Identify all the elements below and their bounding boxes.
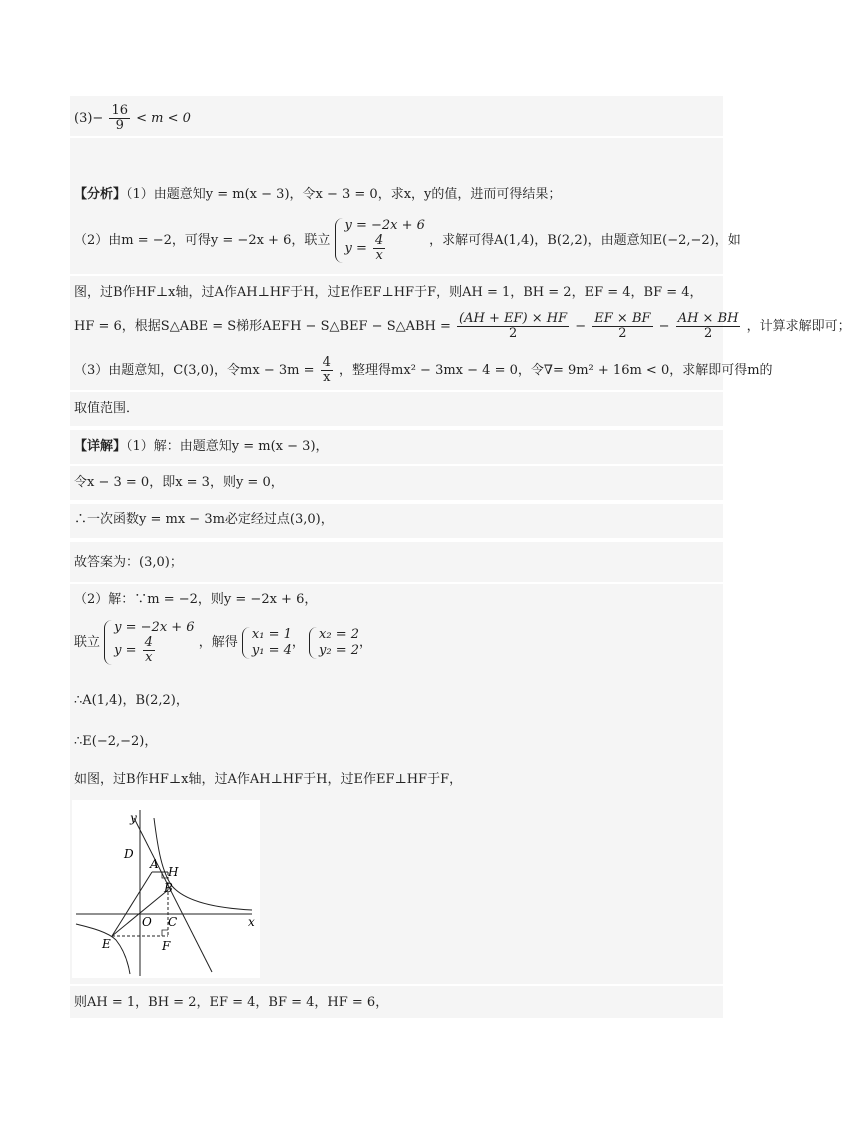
- analysis-2-post: ，求解可得A(1,4)，B(2,2)，由题意知E(−2,−2)，如: [429, 233, 741, 248]
- solution-1-row-1: x₁ = 1: [251, 626, 292, 642]
- detail-text-2: 令x − 3 = 0，即x = 3，则y = 0，: [74, 475, 284, 490]
- separator: ，: [291, 635, 305, 650]
- analysis-1: [74, 186, 561, 204]
- frac-den: x: [145, 650, 153, 665]
- solution-1-row-2: y₁ = 4: [251, 642, 292, 658]
- band-16: [70, 722, 723, 762]
- solution-2-row-1: x₂ = 2: [319, 626, 360, 642]
- analysis-text-3: 图，过B作HF⊥x轴，过A作AH⊥HF于H，过E作EF⊥HF于F，则AH = 1，BH = 2，EF = 4，BF = 4，: [74, 285, 703, 300]
- frac-num: 4: [322, 355, 331, 370]
- detail-text-1: （1）解：由题意知y = m(x − 3)，: [126, 439, 329, 454]
- detail-3: [74, 511, 334, 529]
- label-x: x: [248, 915, 255, 929]
- fraction-4-x-b: [321, 356, 333, 385]
- detail-text-8: ∴E(−2,−2)，: [74, 734, 158, 749]
- detail-2: [74, 474, 284, 492]
- analysis-5-post: ，整理得mx² − 3mx − 4 = 0，令∇= 9m² + 16m < 0，求解即可得m的: [339, 363, 773, 378]
- row-pre: y =: [114, 643, 137, 658]
- row-pre: y =: [344, 241, 367, 256]
- analysis-2-pre: （2）由m = −2，可得y = −2x + 6，联立: [74, 233, 331, 248]
- answer-3: [74, 104, 191, 133]
- detail-heading: 【详解】: [74, 439, 127, 454]
- detail-4: [74, 554, 183, 572]
- analysis-4-pre: HF = 6，根据S△ABE = S梯形AEFH − S△BEF − S△ABH =: [74, 319, 451, 334]
- equation-system: [335, 218, 425, 263]
- band-8: [70, 392, 723, 426]
- system-row-2: [114, 636, 194, 665]
- solution-system-1: [242, 627, 292, 659]
- label-H: H: [168, 865, 179, 879]
- frac-num: 16: [111, 103, 128, 118]
- right-angle-F: [162, 930, 168, 936]
- solution-system-2: [309, 627, 359, 659]
- analysis-4: HF = 6，根据S△ABE = S梯形AEFH − S△BEF − S△ABH = $\frac{(AH + EF) \times HF}{2}$ − $\frac{EF \times BF}{2}$ − $\frac{AH \times BH}{2}$ ，计算求解即可；: [74, 311, 851, 341]
- detail-6: [74, 620, 372, 665]
- frac-den: 2: [508, 326, 518, 341]
- label-F: F: [162, 939, 171, 953]
- detail-text-3: ∴一次函数y = mx − 3m必定经过点(3,0)，: [74, 512, 334, 527]
- frac-den: 9: [115, 118, 124, 133]
- analysis-text-1: （1）由题意知y = m(x − 3)，令x − 3 = 0，求x，y的值，进而可得结果；: [126, 187, 562, 202]
- frac-den: x: [375, 248, 383, 263]
- system-row-2: [345, 234, 425, 263]
- frac-num: 4: [144, 635, 153, 650]
- detail-text-5: （2）解：∵m = −2，则y = −2x + 6，: [74, 592, 318, 607]
- frac-num: (AH + EF) × HF: [459, 311, 568, 326]
- fraction-4-x-c: [143, 636, 155, 665]
- label-D: D: [124, 847, 134, 861]
- hyperbola-branch-1: [154, 818, 252, 910]
- label-C: C: [168, 915, 178, 929]
- system-row-1: y = −2x + 6: [344, 218, 425, 233]
- fraction-area-3: [676, 312, 741, 341]
- analysis-3: [74, 284, 703, 302]
- analysis-2: [74, 218, 741, 263]
- label-y: y: [130, 811, 137, 825]
- analysis-heading: 【分析】: [74, 187, 127, 202]
- solution-2-row-2: y₂ = 2: [319, 642, 360, 658]
- frac-den: 2: [618, 326, 627, 341]
- frac-den: 2: [703, 326, 713, 341]
- system-row-1: y = −2x + 6: [114, 620, 195, 635]
- frac-num: 4: [375, 233, 384, 248]
- analysis-4-post: ，计算求解即可；: [746, 319, 851, 334]
- detail-1: [74, 438, 329, 456]
- fraction-4-x: [373, 234, 385, 263]
- analysis-5-pre: （3）由题意知，C(3,0)，令mx − 3m =: [74, 363, 315, 378]
- detail-6-mid: ，解得: [198, 635, 238, 650]
- detail-6-post: ，: [359, 635, 373, 650]
- analysis-5: [74, 356, 773, 385]
- answer-3-tail: < m < 0: [136, 111, 191, 126]
- fraction-area-1: [457, 312, 569, 341]
- analysis-6: [74, 400, 139, 418]
- frac-num: AH × BH: [677, 311, 739, 326]
- detail-text-7: ∴A(1,4)，B(2,2)，: [74, 693, 189, 708]
- analysis-text-6: 取值范围．: [74, 401, 140, 416]
- detail-10: [74, 994, 388, 1012]
- line-y-neg2x-6: [134, 818, 212, 972]
- frac-num: EF × BF: [594, 311, 651, 326]
- detail-7: [74, 692, 189, 710]
- detail-9: [74, 771, 462, 789]
- label-E: E: [102, 937, 111, 951]
- fraction-area-2: [592, 312, 652, 341]
- figure-svg: [72, 800, 260, 978]
- label-B: B: [164, 881, 173, 895]
- detail-text-10: 则AH = 1，BH = 2，EF = 4，BF = 4，HF = 6，: [74, 995, 389, 1010]
- detail-6-pre: 联立: [74, 635, 101, 650]
- answer-3-prefix: (3)−: [74, 111, 104, 126]
- detail-text-4: 故答案为：(3,0)；: [74, 555, 183, 570]
- geometry-figure: [72, 800, 260, 978]
- label-A: A: [150, 857, 159, 871]
- equation-system-2: [104, 620, 194, 665]
- label-O: O: [142, 915, 152, 929]
- detail-8: [74, 733, 157, 751]
- frac-den: x: [323, 370, 331, 385]
- band-2: [70, 138, 723, 182]
- detail-5: [74, 591, 317, 609]
- fraction-16-9: [109, 104, 130, 133]
- detail-text-9: 如图，过B作HF⊥x轴，过A作AH⊥HF于H，过E作EF⊥HF于F，: [74, 772, 463, 787]
